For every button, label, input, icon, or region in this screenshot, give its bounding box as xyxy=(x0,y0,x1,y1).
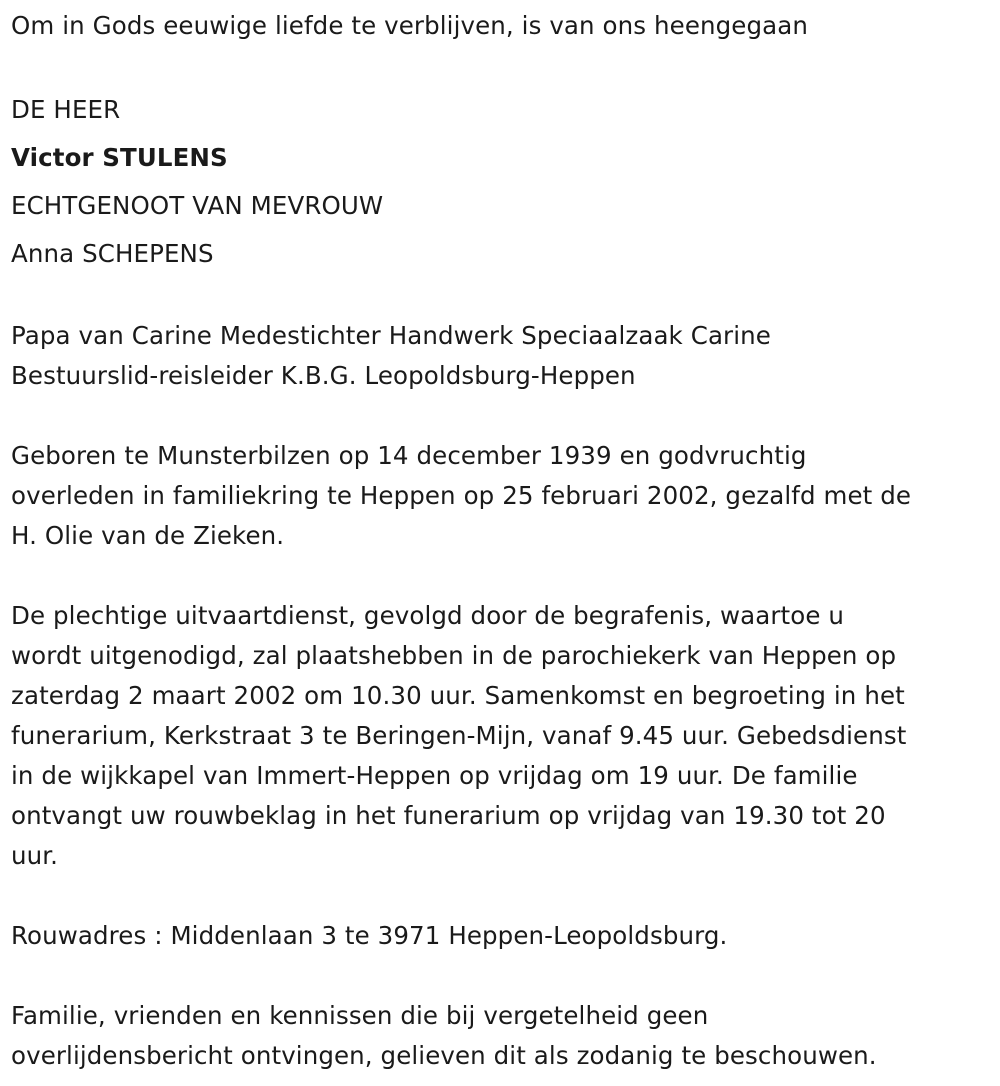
roles-line: Bestuurslid-reisleider K.B.G. Leopoldsburg-Heppen xyxy=(11,361,636,390)
funeral-paragraph xyxy=(11,596,996,876)
title-text: DE HEER xyxy=(11,95,121,124)
death-notice xyxy=(11,0,996,1076)
birth-death-line: H. Olie van de Zieken. xyxy=(11,521,285,550)
birth-death-paragraph xyxy=(11,436,996,556)
roles-paragraph xyxy=(11,316,996,396)
funeral-line: in de wijkkapel van Immert-Heppen op vrijdag om 19 uur. De familie xyxy=(11,761,858,790)
spouse-name: Anna SCHEPENS xyxy=(11,239,214,268)
funeral-line: De plechtige uitvaartdienst, gevolgd door de begrafenis, waartoe u xyxy=(11,601,845,630)
spouse-label: ECHTGENOOT VAN MEVROUW xyxy=(11,191,384,220)
birth-death-line: Geboren te Munsterbilzen op 14 december 1939 en godvruchtig xyxy=(11,441,807,470)
funeral-line: ontvangt uw rouwbeklag in het funerarium op vrijdag van 19.30 tot 20 xyxy=(11,801,886,830)
closing-paragraph xyxy=(11,996,996,1076)
birth-death-line: overleden in familiekring te Heppen op 25 februari 2002, gezalfd met de xyxy=(11,481,912,510)
funeral-line: zaterdag 2 maart 2002 om 10.30 uur. Samenkomst en begroeting in het xyxy=(11,681,905,710)
funeral-line: wordt uitgenodigd, zal plaatshebben in de parochiekerk van Heppen op xyxy=(11,641,897,670)
closing-line: overlijdensbericht ontvingen, gelieven dit als zodanig te beschouwen. xyxy=(11,1041,877,1070)
funeral-line: uur. xyxy=(11,841,59,870)
intro-text: Om in Gods eeuwige liefde te verblijven, is van ons heengegaan xyxy=(11,11,808,40)
funeral-line: funerarium, Kerkstraat 3 te Beringen-Mijn, vanaf 9.45 uur. Gebedsdienst xyxy=(11,721,907,750)
closing-line: Familie, vrienden en kennissen die bij vergetelheid geen xyxy=(11,1001,709,1030)
roles-line: Papa van Carine Medestichter Handwerk Speciaalzaak Carine xyxy=(11,321,771,350)
deceased-name: Victor STULENS xyxy=(11,143,228,172)
mourning-address: Rouwadres : Middenlaan 3 te 3971 Heppen-Leopoldsburg. xyxy=(11,921,728,950)
